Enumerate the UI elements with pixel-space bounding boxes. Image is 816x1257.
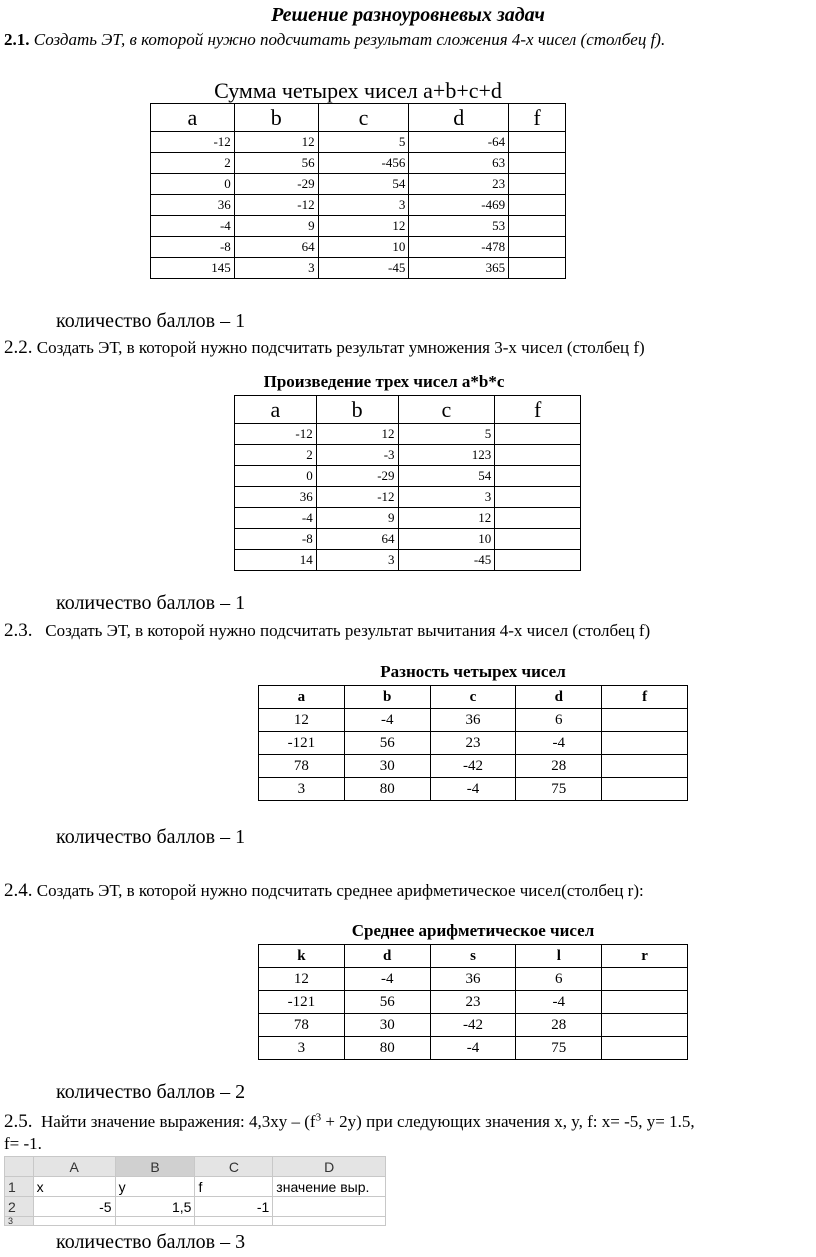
table-cell[interactable]: 2	[235, 445, 317, 466]
table-cell[interactable]	[509, 195, 566, 216]
table-caption: Среднее арифметическое чисел	[351, 921, 595, 940]
table-cell[interactable]: 3	[259, 778, 345, 801]
task-text: Создать ЭТ, в которой нужно подсчитать результат сложения 4-х чисел (столбец f).	[33, 30, 666, 49]
table-row	[235, 487, 581, 508]
table-row	[151, 195, 566, 216]
table-cell[interactable]: -12	[234, 195, 318, 216]
exponent: 3	[315, 1111, 322, 1124]
table-cell[interactable]: -4	[344, 968, 430, 991]
table-row	[151, 216, 566, 237]
table-cell[interactable]: -12	[151, 132, 235, 153]
table-cell[interactable]: 56	[344, 991, 430, 1014]
column-header-d: d	[516, 686, 602, 709]
table-cell[interactable]	[602, 709, 688, 732]
table-cell[interactable]	[602, 1037, 688, 1060]
table-row	[259, 1014, 688, 1037]
table-cell[interactable]: -478	[409, 237, 509, 258]
sum-table	[150, 103, 566, 279]
table-cell[interactable]: 12	[234, 132, 318, 153]
cell-c3[interactable]	[195, 1217, 273, 1226]
table-row	[151, 174, 566, 195]
table-cell[interactable]: 36	[235, 487, 317, 508]
task-text: Создать ЭТ, в которой нужно подсчитать среднее арифметическое чисел(столбец r):	[36, 881, 644, 900]
column-header-b[interactable]: B	[115, 1157, 195, 1177]
table-cell[interactable]: 145	[151, 258, 235, 279]
table-cell[interactable]: 23	[430, 991, 516, 1014]
cell-a1[interactable]: x	[33, 1177, 115, 1197]
column-header-s: s	[430, 945, 516, 968]
table-cell[interactable]	[509, 237, 566, 258]
table-cell[interactable]: -12	[316, 487, 398, 508]
table-cell[interactable]: -29	[316, 466, 398, 487]
table-cell[interactable]: -4	[430, 1037, 516, 1060]
cell-d1[interactable]: значение выр.	[273, 1177, 386, 1197]
table-cell[interactable]: -12	[235, 424, 317, 445]
table-cell[interactable]: 36	[430, 968, 516, 991]
table-cell[interactable]: 12	[316, 424, 398, 445]
task-text-cont: + 2y) при следующих значения x, y, f: x= -5, y= 1.5,	[321, 1112, 695, 1131]
table-cell[interactable]: 78	[259, 1014, 345, 1037]
table-cell[interactable]: 63	[409, 153, 509, 174]
column-header-a: a	[235, 396, 317, 424]
table-cell[interactable]: -64	[409, 132, 509, 153]
task-2-4-statement	[4, 880, 644, 902]
sheet-corner	[5, 1157, 34, 1177]
table-row	[259, 732, 688, 755]
table-cell[interactable]: -4	[344, 709, 430, 732]
column-header-c: c	[430, 686, 516, 709]
table-cell[interactable]: 2	[151, 153, 235, 174]
difference-table	[258, 685, 688, 801]
cell-b1[interactable]: y	[115, 1177, 195, 1197]
table-cell[interactable]	[495, 445, 581, 466]
table-caption: Произведение трех чисел a*b*c	[263, 372, 505, 391]
table-cell[interactable]: 0	[235, 466, 317, 487]
table-cell[interactable]: 54	[398, 466, 495, 487]
column-header-a: a	[151, 104, 235, 132]
table-cell[interactable]	[495, 487, 581, 508]
table-cell[interactable]: -121	[259, 991, 345, 1014]
table-cell[interactable]: 56	[344, 732, 430, 755]
table-cell[interactable]: 53	[409, 216, 509, 237]
page-title: Решение разноуровневых задач	[271, 4, 545, 26]
task-number: 2.3.	[4, 620, 33, 641]
table-cell[interactable]	[495, 466, 581, 487]
table-cell[interactable]: 28	[516, 1014, 602, 1037]
table-cell[interactable]: 78	[259, 755, 345, 778]
column-header-c: c	[318, 104, 409, 132]
task-number: 2.4.	[4, 880, 33, 901]
column-header-c: c	[398, 396, 495, 424]
table-cell[interactable]: 3	[234, 258, 318, 279]
table-cell[interactable]: -42	[430, 1014, 516, 1037]
table-cell[interactable]: 23	[430, 732, 516, 755]
table-cell[interactable]: 30	[344, 1014, 430, 1037]
table-cell[interactable]	[509, 216, 566, 237]
column-header-b: b	[234, 104, 318, 132]
cell-c1[interactable]: f	[195, 1177, 273, 1197]
column-header-d: d	[344, 945, 430, 968]
column-header-f: f	[602, 686, 688, 709]
table-cell[interactable]: -4	[516, 732, 602, 755]
table-row	[151, 258, 566, 279]
column-header-b: b	[316, 396, 398, 424]
table-cell[interactable]: -456	[318, 153, 409, 174]
spreadsheet-fragment	[4, 1156, 386, 1226]
task-text: Создать ЭТ, в которой нужно подсчитать результат вычитания 4-х чисел (столбец f)	[45, 621, 651, 640]
average-table	[258, 944, 688, 1060]
table-cell[interactable]: 9	[316, 508, 398, 529]
table-cell[interactable]: 12	[398, 508, 495, 529]
header-row	[151, 104, 566, 132]
table-cell[interactable]: -45	[318, 258, 409, 279]
table-cell[interactable]: 6	[516, 968, 602, 991]
task-2-2-statement	[4, 337, 645, 359]
table-cell[interactable]: 9	[234, 216, 318, 237]
table-row	[259, 778, 688, 801]
table-cell[interactable]: 23	[409, 174, 509, 195]
table-cell[interactable]: 3	[316, 550, 398, 571]
cell-d2[interactable]	[273, 1197, 386, 1217]
table-cell[interactable]	[602, 968, 688, 991]
header-row	[259, 945, 688, 968]
table-cell[interactable]: 0	[151, 174, 235, 195]
column-header-d: d	[409, 104, 509, 132]
column-header-f: f	[495, 396, 581, 424]
table-cell[interactable]	[495, 508, 581, 529]
table-row	[235, 466, 581, 487]
header-row	[235, 396, 581, 424]
task-text: Найти значение выражения: 4,3xy – (f	[41, 1112, 316, 1131]
table-cell[interactable]	[602, 1014, 688, 1037]
task-2-5-statement	[4, 1111, 695, 1133]
header-row	[259, 686, 688, 709]
table-cell[interactable]: 36	[151, 195, 235, 216]
column-header-f: f	[509, 104, 566, 132]
table-row	[259, 991, 688, 1014]
row-header-3[interactable]: 3	[5, 1217, 34, 1226]
table-row	[259, 755, 688, 778]
table-cell[interactable]: 123	[398, 445, 495, 466]
table-row	[151, 153, 566, 174]
cell-d3[interactable]	[273, 1217, 386, 1226]
score-label: количество баллов – 2	[56, 1081, 246, 1103]
task-2-1-statement	[4, 30, 665, 50]
table-cell[interactable]: -4	[516, 991, 602, 1014]
table-cell[interactable]	[495, 424, 581, 445]
task-text-wrap: f= -1.	[4, 1134, 42, 1153]
table-cell[interactable]	[602, 755, 688, 778]
table-cell[interactable]: 5	[398, 424, 495, 445]
row-header-2[interactable]: 2	[5, 1197, 34, 1217]
table-row	[235, 529, 581, 550]
table-cell[interactable]: -3	[316, 445, 398, 466]
cell-a3[interactable]	[33, 1217, 115, 1226]
table-cell[interactable]: 6	[516, 709, 602, 732]
table-cell[interactable]: -4	[235, 508, 317, 529]
table-cell[interactable]: 3	[318, 195, 409, 216]
column-header-a: a	[259, 686, 345, 709]
table-cell[interactable]: 56	[234, 153, 318, 174]
score-label: количество баллов – 3	[56, 1231, 246, 1253]
table-cell[interactable]: -121	[259, 732, 345, 755]
table-row	[151, 237, 566, 258]
table-row	[259, 1037, 688, 1060]
table-row	[259, 968, 688, 991]
column-header-c[interactable]: C	[195, 1157, 273, 1177]
table-row	[235, 508, 581, 529]
column-header-b: b	[344, 686, 430, 709]
table-cell[interactable]: 10	[318, 237, 409, 258]
task-text: Создать ЭТ, в которой нужно подсчитать результат умножения 3-х чисел (столбец f)	[36, 338, 645, 357]
table-cell[interactable]: 3	[259, 1037, 345, 1060]
table-cell[interactable]: 365	[409, 258, 509, 279]
task-number: 2.5.	[4, 1111, 33, 1132]
table-cell[interactable]: -4	[430, 778, 516, 801]
column-header-d[interactable]: D	[273, 1157, 386, 1177]
task-number: 2.1.	[4, 30, 30, 49]
table-cell[interactable]	[509, 153, 566, 174]
table-cell[interactable]: 64	[316, 529, 398, 550]
table-cell[interactable]	[602, 778, 688, 801]
table-cell[interactable]: 12	[318, 216, 409, 237]
cell-c2[interactable]: -1	[195, 1197, 273, 1217]
table-cell[interactable]: 30	[344, 755, 430, 778]
table-cell[interactable]	[495, 529, 581, 550]
column-header-r: r	[602, 945, 688, 968]
table-cell[interactable]: 12	[259, 968, 345, 991]
score-label: количество баллов – 1	[56, 592, 246, 614]
table-cell[interactable]	[602, 732, 688, 755]
table-cell[interactable]: 75	[516, 1037, 602, 1060]
table-cell[interactable]: 3	[398, 487, 495, 508]
table-cell[interactable]: 75	[516, 778, 602, 801]
table-cell[interactable]: 14	[235, 550, 317, 571]
cell-b2[interactable]: 1,5	[115, 1197, 195, 1217]
cell-b3[interactable]	[115, 1217, 195, 1226]
table-cell[interactable]	[509, 258, 566, 279]
table-cell[interactable]: -42	[430, 755, 516, 778]
table-cell[interactable]: -29	[234, 174, 318, 195]
table-row	[259, 709, 688, 732]
table-cell[interactable]: 54	[318, 174, 409, 195]
task-2-3-statement	[4, 620, 650, 642]
table-cell[interactable]	[602, 991, 688, 1014]
table-cell[interactable]: -45	[398, 550, 495, 571]
score-label: количество баллов – 1	[56, 310, 246, 332]
table-cell[interactable]: -8	[235, 529, 317, 550]
task-number: 2.2.	[4, 337, 33, 358]
cell-a2[interactable]: -5	[33, 1197, 115, 1217]
table-cell[interactable]: 80	[344, 778, 430, 801]
table-cell[interactable]: 36	[430, 709, 516, 732]
table-cell[interactable]: 12	[259, 709, 345, 732]
table-cell[interactable]: 64	[234, 237, 318, 258]
column-header-a[interactable]: A	[33, 1157, 115, 1177]
table-cell[interactable]: -4	[151, 216, 235, 237]
table-cell[interactable]: 80	[344, 1037, 430, 1060]
table-row	[235, 424, 581, 445]
table-row	[235, 445, 581, 466]
table-row	[151, 132, 566, 153]
table-cell[interactable]	[509, 174, 566, 195]
table-cell[interactable]	[495, 550, 581, 571]
column-header-l: l	[516, 945, 602, 968]
table-cell[interactable]	[509, 132, 566, 153]
table-cell[interactable]: 5	[318, 132, 409, 153]
table-cell[interactable]: -469	[409, 195, 509, 216]
table-caption: Разность четырех чисел	[380, 662, 566, 681]
column-header-k: k	[259, 945, 345, 968]
table-cell[interactable]: 28	[516, 755, 602, 778]
row-header-1[interactable]: 1	[5, 1177, 34, 1197]
product-table	[234, 395, 581, 571]
table-cell[interactable]: -8	[151, 237, 235, 258]
table-cell[interactable]: 10	[398, 529, 495, 550]
table-caption: Сумма четырех чисел a+b+c+d	[214, 78, 502, 103]
score-label: количество баллов – 1	[56, 826, 246, 848]
table-row	[235, 550, 581, 571]
